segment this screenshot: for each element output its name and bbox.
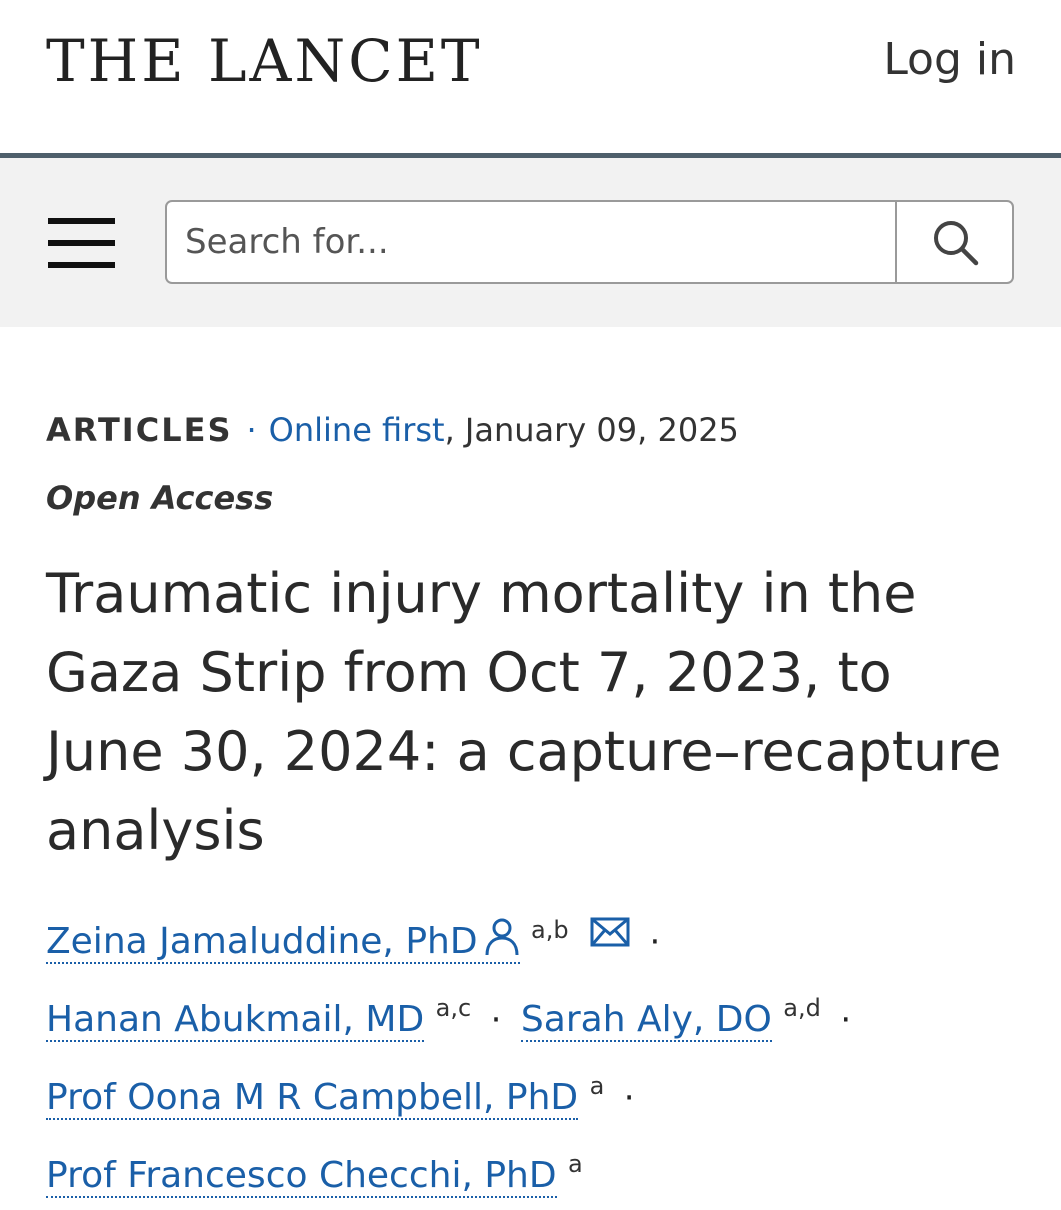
author-separator: · (623, 1078, 635, 1118)
author-affiliation: a (568, 1150, 583, 1178)
author-link[interactable]: Prof Francesco Checchi, PhD (46, 1155, 557, 1196)
search-box (165, 200, 1014, 284)
author-link[interactable]: Hanan Abukmail, MD (46, 999, 425, 1040)
author-line (46, 1132, 1036, 1210)
open-access-label: Open Access (46, 479, 274, 517)
author-affiliation: a,c (435, 994, 472, 1022)
author-line (46, 898, 1036, 976)
login-link[interactable]: Log in (883, 34, 1016, 85)
author-affiliation: a,d (783, 994, 821, 1022)
author-affiliation: a (589, 1072, 605, 1100)
author-link[interactable] (46, 921, 520, 964)
meta-separator: · (246, 411, 257, 449)
author-link[interactable]: Prof Oona M R Campbell, PhD (46, 1077, 579, 1118)
author-separator: · (490, 1000, 502, 1040)
lancet-logo[interactable]: THE LANCET (46, 27, 483, 95)
publication-date: , January 09, 2025 (444, 411, 739, 449)
site-header (0, 0, 1061, 153)
section-label: ARTICLES (46, 411, 233, 449)
person-icon (484, 917, 520, 957)
author-name: Zeina Jamaluddine, PhD (46, 921, 478, 962)
online-first-link[interactable]: Online first (268, 411, 445, 449)
author-line (46, 976, 1036, 1054)
author-list (46, 898, 1036, 1210)
search-icon (930, 217, 980, 267)
article-title: Traumatic injury mortality in the Gaza Strip from Oct 7, 2023, to June 30, 2024: a capture–recapture analysis (46, 562, 1002, 862)
search-button[interactable] (895, 202, 1012, 282)
hamburger-menu-icon[interactable] (48, 218, 115, 268)
envelope-icon[interactable] (590, 917, 630, 947)
search-input[interactable] (167, 202, 895, 282)
author-link[interactable]: Sarah Aly, DO (520, 999, 772, 1040)
author-separator: · (840, 1000, 852, 1040)
author-line (46, 1054, 1036, 1132)
author-separator: · (649, 922, 661, 962)
article-meta (46, 408, 739, 452)
author-affiliation: a,b (531, 916, 569, 944)
